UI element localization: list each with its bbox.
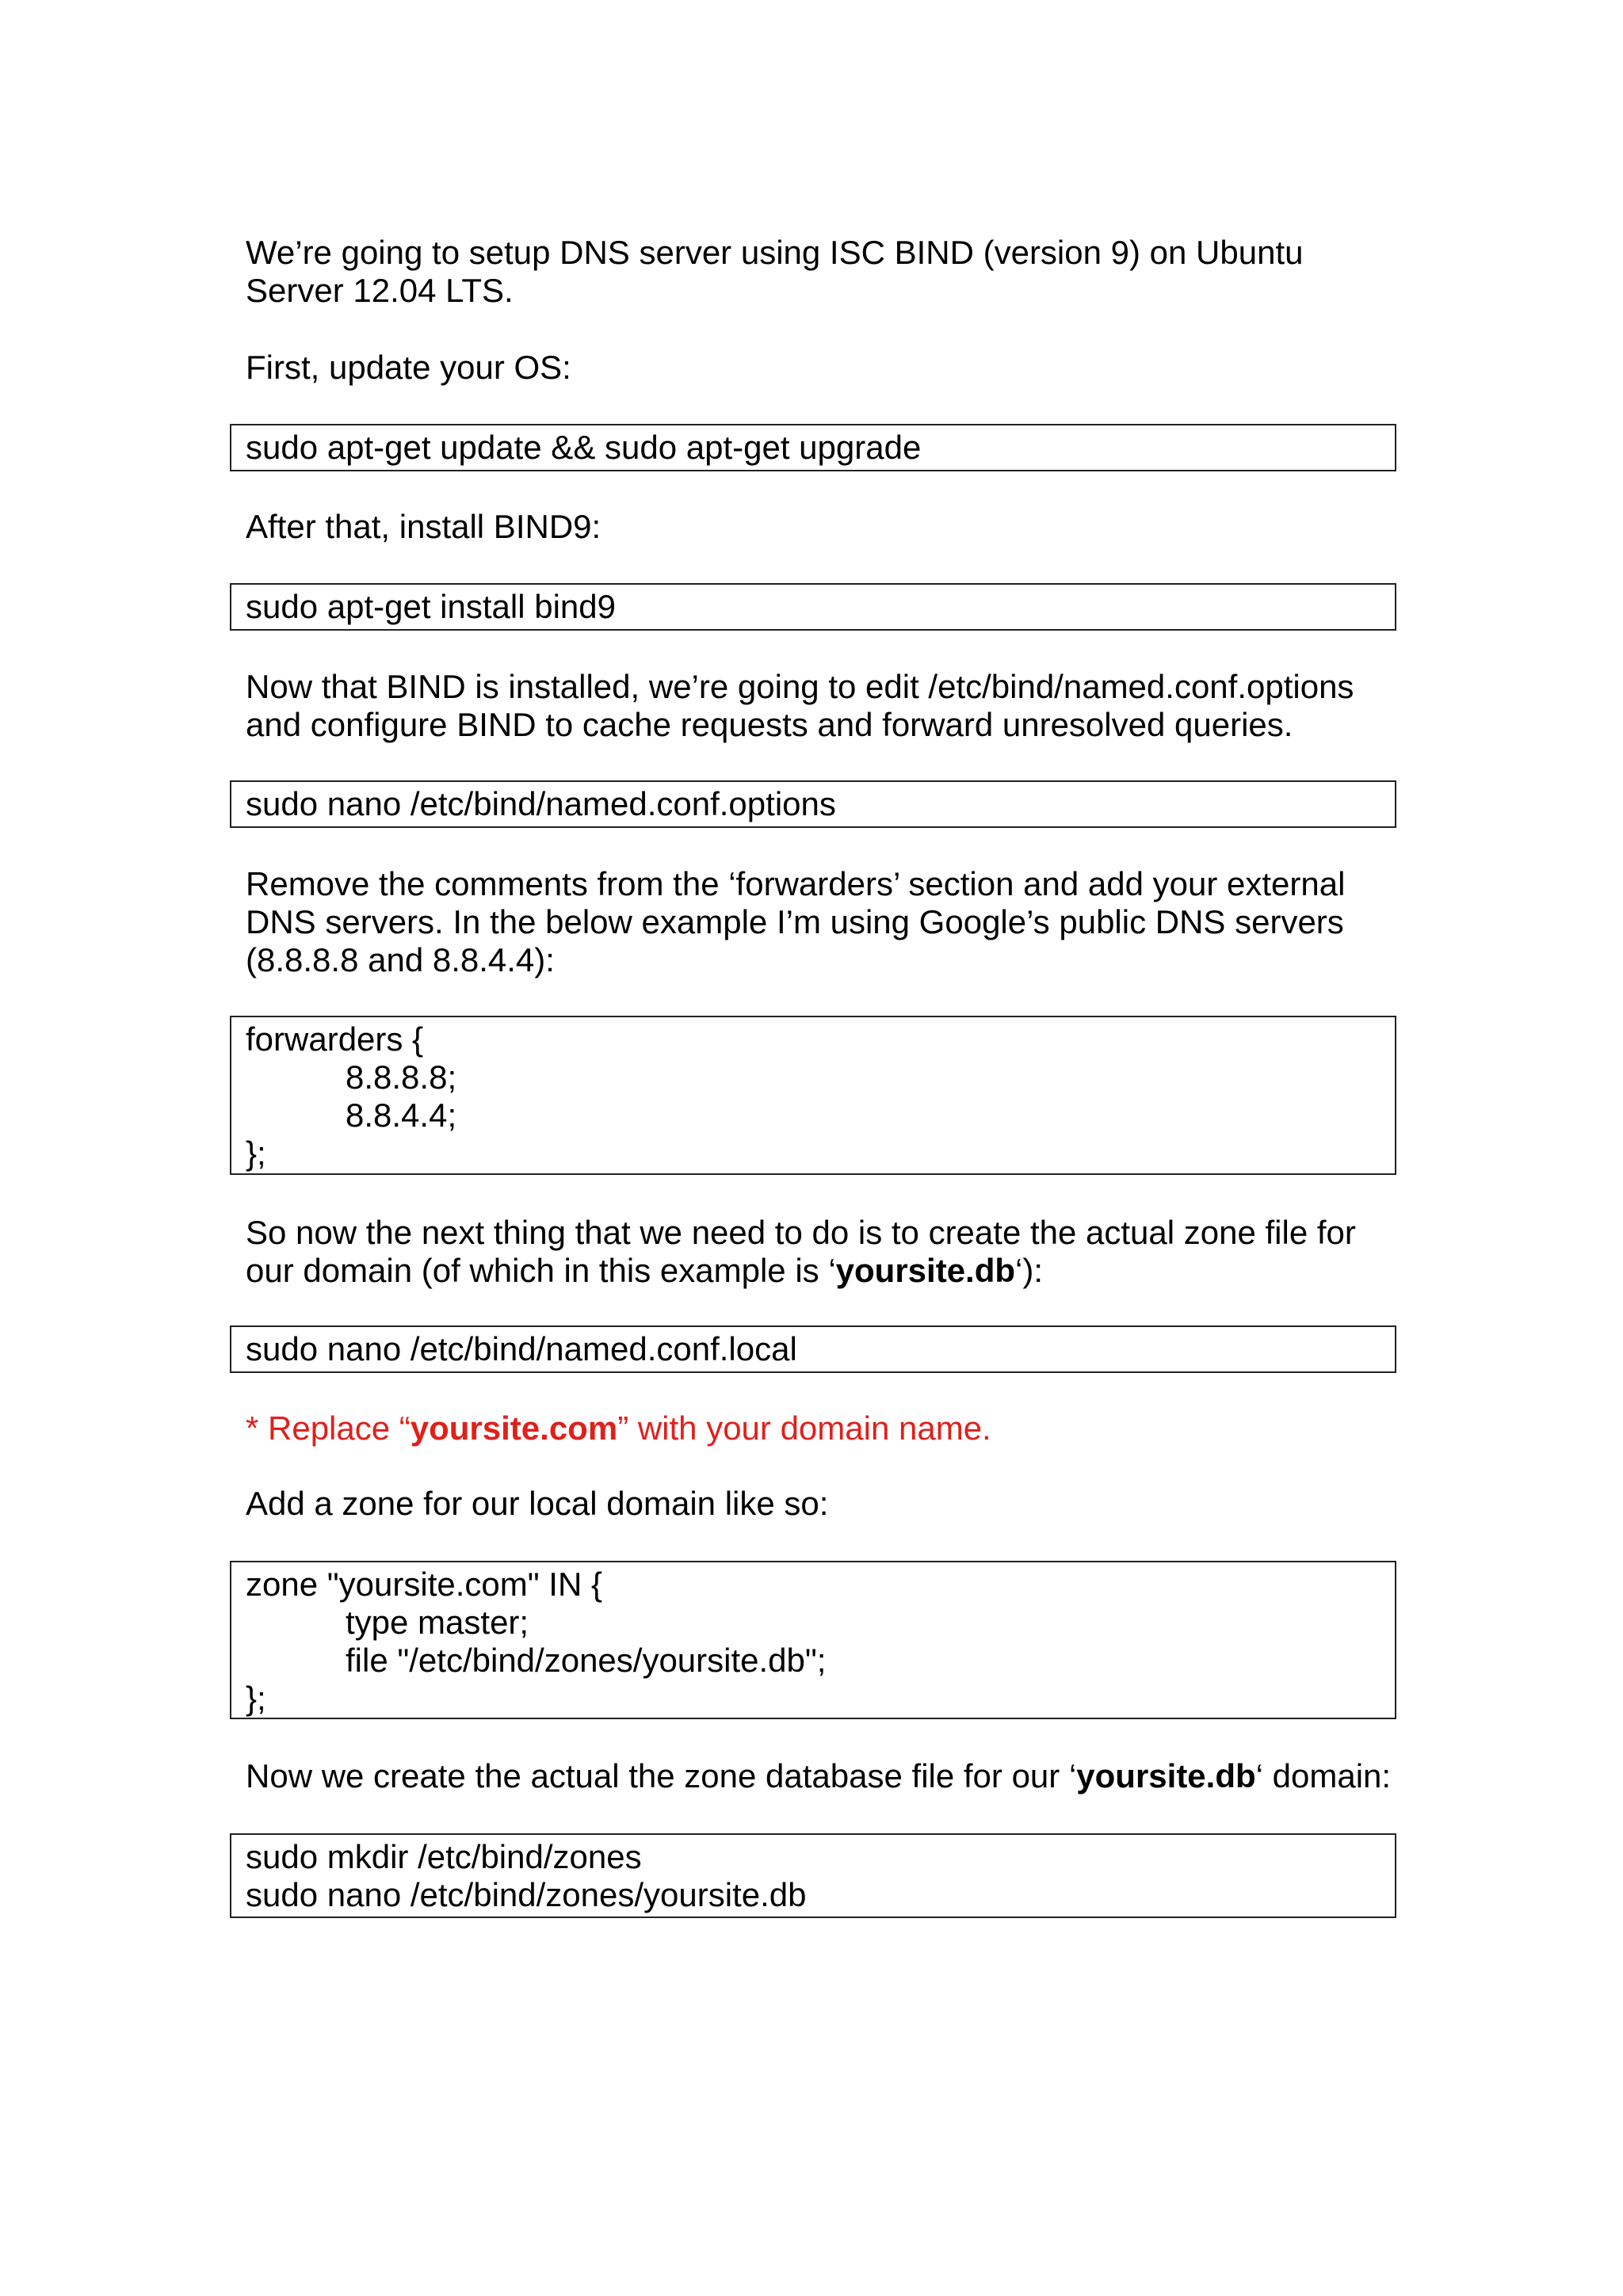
forwarders-code-box: [230, 1016, 1396, 1175]
edit-paragraph: [246, 668, 1396, 744]
edit-command: sudo nano /etc/bind/named.conf.options: [246, 785, 836, 822]
intro-line-1: We’re going to setup DNS server using ISC BIND (version 9) on Ubuntu: [246, 234, 1304, 271]
code-line: zone "yoursite.com" IN {: [246, 1566, 603, 1603]
note-post: ” with your domain name.: [617, 1409, 991, 1447]
create-db-code-box: [230, 1833, 1396, 1918]
code-line: };: [246, 1135, 266, 1172]
zone-code-box: [230, 1561, 1396, 1719]
zone-file-line-1: So now the next thing that we need to do is to create the actual zone file for: [246, 1214, 1356, 1251]
intro-line-2: Server 12.04 LTS.: [246, 272, 514, 309]
code-line: type master;: [346, 1604, 529, 1641]
add-zone-instruction: Add a zone for our local domain like so:: [246, 1485, 829, 1522]
install-command: sudo apt-get install bind9: [246, 588, 616, 625]
create-db-instruction: [246, 1757, 1396, 1795]
local-conf-command: sudo nano /etc/bind/named.conf.local: [246, 1330, 797, 1367]
code-line: sudo nano /etc/bind/zones/yoursite.db: [246, 1876, 807, 1913]
forwarders-paragraph: [246, 865, 1396, 979]
update-instruction: First, update your OS:: [246, 349, 571, 386]
create-db-name: yoursite.db: [1076, 1757, 1256, 1794]
note-pre: * Replace “: [246, 1409, 411, 1447]
forwarders-line-1: Remove the comments from the ‘forwarders’ section and add your external: [246, 865, 1346, 902]
zone-file-line-2: [246, 1252, 1396, 1290]
note-domain: yoursite.com: [410, 1409, 618, 1447]
code-line: };: [246, 1680, 266, 1717]
zone-file-line-2-post: ‘):: [1015, 1252, 1044, 1289]
edit-line-1: Now that BIND is installed, we’re going to edit /etc/bind/named.conf.options: [246, 668, 1354, 705]
zone-file-paragraph: [246, 1214, 1396, 1290]
install-command-box: [230, 583, 1396, 631]
edit-line-2: and configure BIND to cache requests and forward unresolved queries.: [246, 706, 1293, 743]
update-command: sudo apt-get update && sudo apt-get upgrade: [246, 429, 922, 466]
code-line: forwarders {: [246, 1020, 424, 1058]
forwarders-line-3: (8.8.8.8 and 8.8.4.4):: [246, 941, 555, 978]
install-instruction: After that, install BIND9:: [246, 508, 601, 545]
code-line: 8.8.4.4;: [346, 1097, 457, 1134]
replace-note: [246, 1409, 1396, 1447]
code-line: sudo mkdir /etc/bind/zones: [246, 1838, 642, 1875]
zone-file-db-name: yoursite.db: [835, 1252, 1016, 1289]
zone-file-line-2-pre: our domain (of which in this example is ‘: [246, 1252, 836, 1289]
code-line: 8.8.8.8;: [346, 1058, 457, 1096]
create-db-post: ‘ domain:: [1255, 1757, 1392, 1794]
edit-command-box: [230, 780, 1396, 828]
code-line: file "/etc/bind/zones/yoursite.db";: [346, 1642, 827, 1679]
update-command-box: [230, 424, 1396, 471]
intro-paragraph: [246, 234, 1396, 310]
create-db-pre: Now we create the actual the zone database file for our ‘: [246, 1757, 1077, 1794]
forwarders-line-2: DNS servers. In the below example I’m using Google’s public DNS servers: [246, 903, 1344, 940]
local-conf-command-box: [230, 1325, 1396, 1373]
